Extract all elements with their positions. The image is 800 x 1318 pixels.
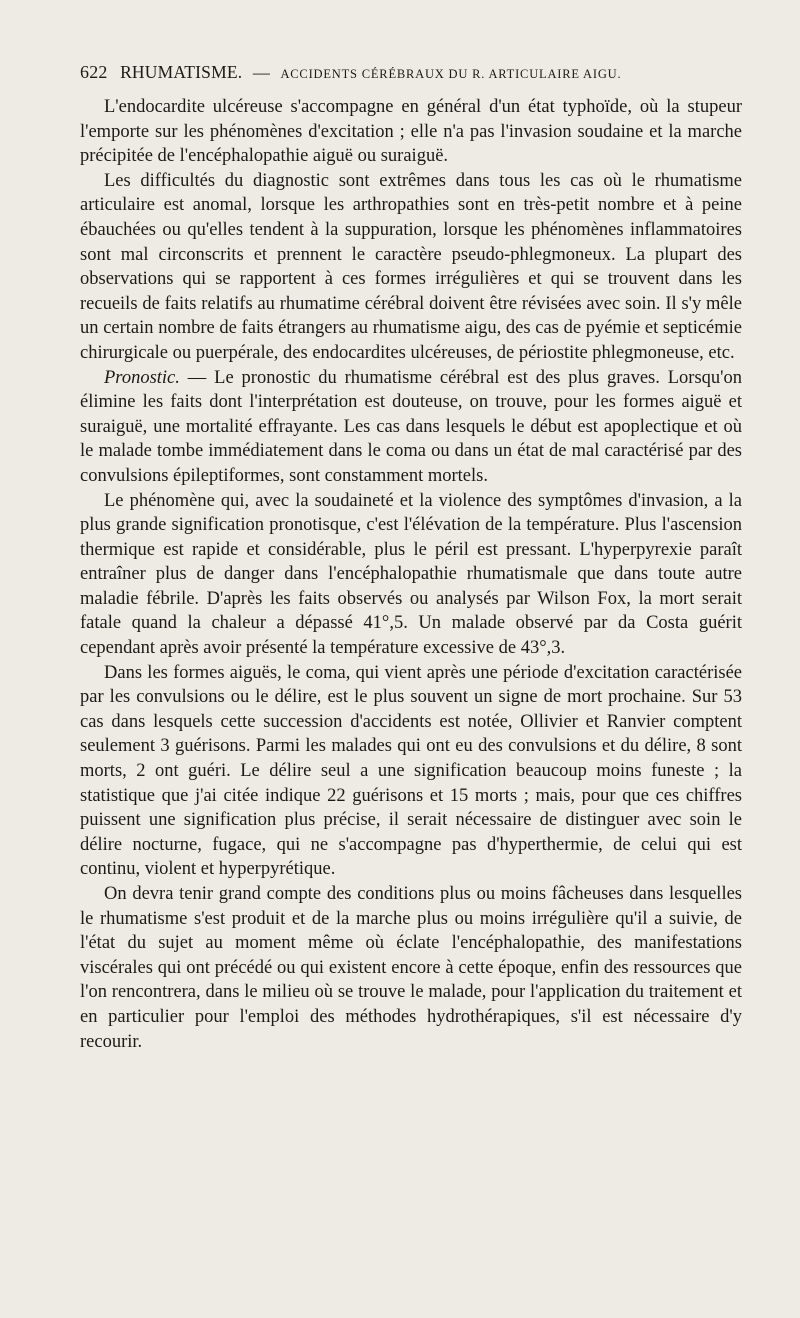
paragraph-pronostic-text: — Le pronostic du rhumatisme cérébral est des plus graves. Lorsqu'on élimine les faits dont l'interprétation est douteuse, on trouve, pour les formes aiguë et suraiguë, une mortalité effrayante. Les cas dans lesquels le début est apoplectique et où le malade tombe immédiatement dans le coma ou dans un état de mal caractérisé par des convulsions épileptiformes, sont constamment mortels. — [80, 367, 742, 486]
running-header — [80, 62, 700, 83]
paragraph-conditions: On devra tenir grand compte des conditions plus ou moins fâcheuses dans lesquelles le rhumatisme s'est produit et de la marche plus ou moins irrégulière qu'il a suivie, de l'état du sujet au moment même où éclate l'encéphalopathie, des manifestations viscérales qui ont précédé ou qui existent encore à cette époque, enfin des ressources que l'on rencontrera, dans le milieu où se trouve le malade, pour l'application du traitement et en particulier pour l'emploi des méthodes hydrothérapiques, s'il est nécessaire d'y recourir. — [80, 884, 742, 1052]
paragraph-endocardite: L'endocardite ulcéreuse s'accompagne en général d'un état typhoïde, où la stupeur l'emporte sur les phénomènes d'excitation ; elle n'a pas l'invasion soudaine et la marche précipitée de l'encéphalopathie aiguë ou suraiguë. — [80, 97, 742, 167]
running-title: RHUMATISME. — [120, 62, 243, 82]
paragraph-pronostic — [80, 366, 742, 489]
paragraph-temperature: Le phénomène qui, avec la soudaineté et la violence des symptômes d'invasion, a la plus grande signification pronotisque, c'est l'élévation de la température. Plus l'ascension thermique est rapide et considérable, plus le péril est pressant. L'hyperpyrexie paraît entraîner plus de danger dans l'encéphalopathie rhumatismale que dans toute autre maladie fébrile. D'après les faits observés ou analysés par Wilson Fox, la mort serait fatale quand la chaleur a dépassé 41°,5. Un malade observé par da Costa guérit cependant après avoir présenté la température excessive de 43°,3. — [80, 490, 742, 659]
body-text — [80, 95, 742, 1054]
paragraph-diagnostic: Les difficultés du diagnostic sont extrêmes dans tous les cas où le rhumatisme articulaire est anomal, lorsque les arthropathies sont en très-petit nombre et à peine ébauchées ou qu'elles tendent à la suppuration, lorsque les phénomènes inflammatoires sont mal circonscrits et prennent le caractère pseudo-phlegmoneux. La plupart des observations qui se rapportent à ces formes irrégulières et qui se trouvent dans les recueils de faits relatifs au rhumatime cérébral doivent être révisées avec soin. Il s'y mêle un certain nombre de faits étrangers au rhumatisme aigu, des cas de pyémie et septicémie chirurgicale ou puerpérale, des endocardites ulcéreuses, de périostite phlegmoneuse, etc. — [80, 170, 742, 363]
page-number: 622 — [80, 62, 108, 82]
header-separator: — — [252, 63, 271, 82]
paragraph-coma: Dans les formes aiguës, le coma, qui vient après une période d'excitation caractérisée par les convulsions ou le délire, est le plus souvent un signe de mort prochaine. Sur 53 cas dans lesquels cette succession d'accidents est notée, Ollivier et Ranvier comptent seulement 3 guérisons. Parmi les malades qui ont eu des convulsions et du délire, 8 sont morts, 2 ont guéri. Le délire seul a une signification beaucoup moins funeste ; la statistique que j'ai citée indique 22 guérisons et 15 morts ; mais, pour que ces chiffres puissent une signification plus précise, il serait nécessaire de distinguer avec soin le délire nocturne, fugace, qui ne s'accompagne pas d'hyperthermie, de celui qui est continu, violent et hyperpyrétique. — [80, 662, 742, 880]
running-subtitle: ACCIDENTS CÉRÉBRAUX DU R. ARTICULAIRE AIGU. — [280, 67, 622, 81]
section-heading-pronostic: Pronostic. — [104, 367, 180, 388]
